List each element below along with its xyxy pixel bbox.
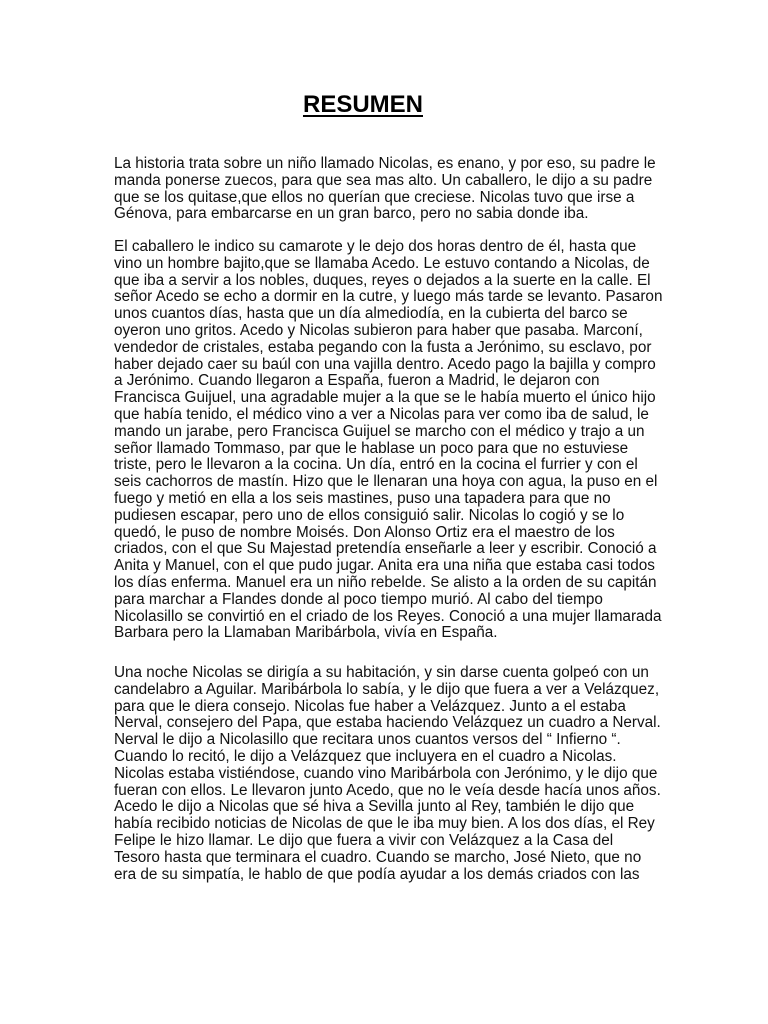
text-line: Tesoro hasta que terminara el cuadro. Cuando se marcho, José Nieto, que no <box>114 848 642 866</box>
text-line: que iba a servir a los nobles, duques, reyes o dejados a la suerte en la calle. El <box>114 271 651 289</box>
text-line: vendedor de cristales, estaba pegando con la fusta a Jerónimo, su esclavo, por <box>114 338 652 356</box>
text-line: haber dejado caer su baúl con una vajilla dentro. Acedo pago la bajilla y compro <box>114 355 656 373</box>
text-line: los días enferma. Manuel era un niño rebelde. Se alisto a la orden de su capitán <box>114 573 657 591</box>
text-line: manda ponerse zuecos, para que sea mas alto. Un caballero, le dijo a su padre <box>114 171 653 189</box>
text-line: Nerval le dijo a Nicolasillo que recitara unos cuantos versos del “ Infierno “. <box>114 731 621 749</box>
text-line: La historia trata sobre un niño llamado Nicolas, es enano, y por eso, su padre le <box>114 155 656 172</box>
text-line: Una noche Nicolas se dirigía a su habitación, y sin darse cuenta golpeó con un <box>114 664 649 681</box>
document-title <box>0 90 726 120</box>
text-line: Felipe le hizo llamar. Le dijo que fuera a vivir con Velázquez a la Casa del <box>114 831 614 849</box>
text-line: seis cachorros de mastín. Hizo que le llenaran una hoya con agua, la puso en el <box>114 473 658 491</box>
text-line: quedó, le puso de nombre Moisés. Don Alonso Ortiz era el maestro de los <box>114 523 615 541</box>
text-line: que se los quitase,que ellos no querían que creciese. Nicolas tuvo que irse a <box>114 188 635 206</box>
text-line: a Jerónimo. Cuando llegaron a España, fueron a Madrid, le dejaron con <box>114 372 600 390</box>
text-line: oyeron uno gritos. Acedo y Nicolas subieron para haber que pasaba. Marconí, <box>114 321 643 339</box>
text-line: señor llamado Tommaso, par que le hablase un poco para que no estuviese <box>114 439 629 457</box>
text-line: triste, pero le llevaron a la cocina. Un día, entró en la cocina el furrier y con el <box>114 456 638 474</box>
text-line: El caballero le indico su camarote y le dejo dos horas dentro de él, hasta que <box>114 238 637 255</box>
text-line: que había tenido, el médico vino a ver a Nicolas para ver como iba de salud, le <box>114 405 649 423</box>
text-line: Cuando lo recitó, le dijo a Velázquez que incluyera en el cuadro a Nicolas. <box>114 747 617 765</box>
text-line: Nicolasillo se convirtió en el criado de los Reyes. Conoció a una mujer llamarada <box>114 607 662 625</box>
text-line: para que le diera consejo. Nicolas fue haber a Velázquez. Junto a el estaba <box>114 697 626 715</box>
paragraph-3 <box>114 665 664 883</box>
text-line: Anita y Manuel, con el que pudo jugar. Anita era una niña que estaba casi todos <box>114 557 655 575</box>
text-line: Acedo le dijo a Nicolas que sé hiva a Sevilla junto al Rey, también le dijo que <box>114 798 635 816</box>
paragraph-2 <box>114 239 664 642</box>
text-line: pudiesen escapar, pero uno de ellos consiguió salir. Nicolas lo cogió y se lo <box>114 506 625 524</box>
text-line: señor Acedo se echo a dormir en la cutre, y luego más tarde se levanto. Pasaron <box>114 288 663 306</box>
title-text: RESUMEN <box>302 91 423 118</box>
text-line: mando un jarabe, pero Francisca Guijuel se marcho con el médico y trajo a un <box>114 422 645 440</box>
text-line: vino un hombre bajito,que se llamaba Acedo. Le estuvo contando a Nicolas, de <box>114 254 650 272</box>
text-line: para marchar a Flandes donde al poco tiempo murió. Al cabo del tiempo <box>114 590 603 608</box>
paragraph-1 <box>114 156 664 223</box>
text-line: unos cuantos días, hasta que un día almediodía, en la cubierta del barco se <box>114 305 628 323</box>
text-line: fuego y metió en ella a los seis mastines, puso una tapadera para que no <box>114 489 611 507</box>
text-line: Francisca Guijuel, una agradable mujer a la que se le había muerto el único hijo <box>114 389 656 407</box>
text-line: criados, con el que Su Majestad pretendía enseñarle a leer y escribir. Conoció a <box>114 540 657 558</box>
text-line: Génova, para embarcarse en un gran barco, pero no sabia donde iba. <box>114 205 589 223</box>
text-line: había recibido noticias de Nicolas de que le iba muy bien. A los dos días, el Rey <box>114 815 655 833</box>
text-line: candelabro a Aguilar. Maribárbola lo sabía, y le dijo que fuera a ver a Velázquez, <box>114 680 660 698</box>
text-line: era de su simpatía, le hablo de que podía ayudar a los demás criados con las <box>114 865 640 883</box>
text-line: Nerval, consejero del Papa, que estaba haciendo Velázquez un cuadro a Nerval. <box>114 714 661 732</box>
text-line: fueran con ellos. Le llevaron junto Acedo, que no le veía desde hacía unos años. <box>114 781 661 799</box>
text-line: Nicolas estaba vistiéndose, cuando vino Maribárbola con Jerónimo, y le dijo que <box>114 764 658 782</box>
text-line: Barbara pero la Llamaban Maribárbola, vivía en España. <box>114 624 498 642</box>
